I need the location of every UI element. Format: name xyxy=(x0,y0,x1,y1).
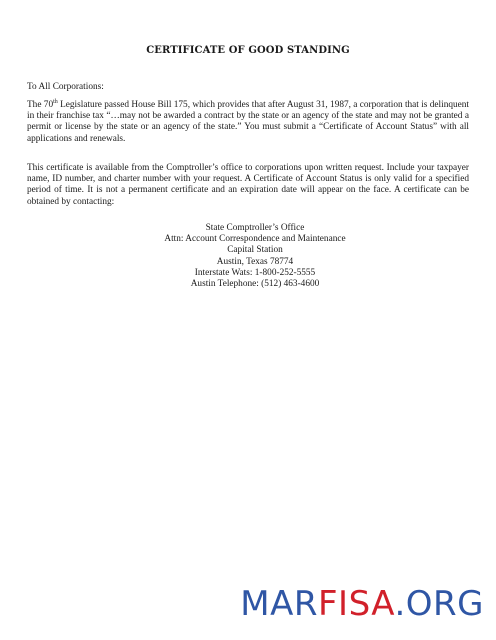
paragraph-legislature xyxy=(27,100,469,145)
contact-address xyxy=(0,223,496,290)
address-line-attn: Attn: Account Correspondence and Maintenance xyxy=(164,234,346,245)
address-line-office: State Comptroller’s Office xyxy=(205,223,305,233)
watermark-part-org: .ORG xyxy=(394,584,484,624)
paragraph-availability: This certificate is available from the Comptroller’s office to corporations upon written request. Include your taxpayer name, ID number, and charter number with your request. A Certificate of Account Status is only valid for a specified period of time. It is not a permanent certificate and an expiration date will appear on the face. A certificate can be obtained by contacting: xyxy=(27,163,469,207)
watermark-part-fisa: FISA xyxy=(317,584,395,624)
address-line-telephone: Austin Telephone: (512) 463-4600 xyxy=(190,279,320,290)
paragraph-legislature-start: The 70 xyxy=(27,100,54,110)
site-watermark xyxy=(240,584,484,624)
address-line-city: Austin, Texas 78774 xyxy=(216,256,294,267)
address-line-wats: Interstate Wats: 1-800-252-5555 xyxy=(194,267,316,278)
watermark-part-mar: MAR xyxy=(240,584,318,624)
greeting: To All Corporations: xyxy=(27,82,104,92)
ordinal-superscript: th xyxy=(53,98,58,105)
document-title: CERTIFICATE OF GOOD STANDING xyxy=(146,45,350,56)
address-line-station: Capital Station xyxy=(227,245,283,256)
paragraph-legislature-rest: Legislature passed House Bill 175, which provides that after August 31, 1987, a corporation that is delinquent in their franchise tax “…may not be awarded a contract by the state or an agency of the state and may not be granted a permit or license by the state or an agency of the state.” You must submit a “Certificate of Account Status” with all applications and renewals. xyxy=(27,100,470,144)
